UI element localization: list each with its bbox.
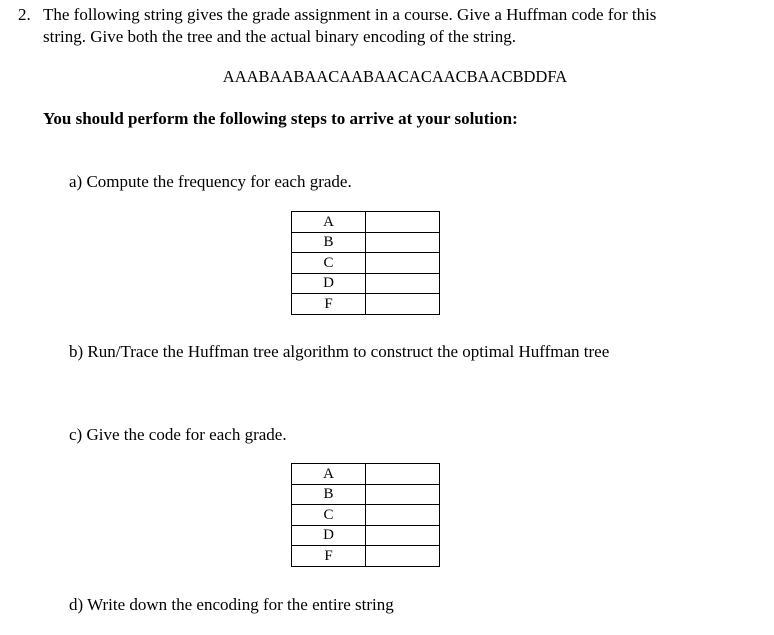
frequency-value-cell[interactable] (366, 253, 440, 274)
grade-cell: B (292, 232, 366, 253)
grade-cell: F (292, 546, 366, 567)
frequency-value-cell[interactable] (366, 212, 440, 233)
frequency-value-cell[interactable] (366, 232, 440, 253)
code-value-cell[interactable] (366, 546, 440, 567)
grade-cell: D (292, 273, 366, 294)
instructions-heading: You should perform the following steps to arrive at your solution: (43, 109, 518, 128)
step-d-label: d) Write down the encoding for the entire string (69, 595, 394, 614)
grade-string: AAABAABAACAABAACACAACBAACBDDFA (222, 67, 568, 86)
table-row (292, 232, 440, 253)
step-a-label: a) Compute the frequency for each grade. (69, 172, 352, 191)
table-row (292, 273, 440, 294)
step-c-label: c) Give the code for each grade. (69, 425, 287, 444)
table-row (292, 294, 440, 315)
table-row (292, 525, 440, 546)
table-row (292, 212, 440, 233)
code-value-cell[interactable] (366, 505, 440, 526)
frequency-value-cell[interactable] (366, 273, 440, 294)
table-row (292, 546, 440, 567)
question-text-line-2: string. Give both the tree and the actual binary encoding of the string. (43, 27, 517, 46)
code-value-cell[interactable] (366, 484, 440, 505)
table-row (292, 253, 440, 274)
code-value-cell[interactable] (366, 525, 440, 546)
question-number: 2. (18, 5, 31, 24)
question-text-line-1: The following string gives the grade assignment in a course. Give a Huffman code for this (43, 5, 657, 24)
table-row (292, 464, 440, 485)
table-row (292, 505, 440, 526)
grade-cell: B (292, 484, 366, 505)
grade-cell: C (292, 253, 366, 274)
frequency-table (291, 211, 440, 315)
table-row (292, 484, 440, 505)
grade-cell: A (292, 464, 366, 485)
grade-cell: C (292, 505, 366, 526)
code-table (291, 463, 440, 567)
grade-cell: D (292, 525, 366, 546)
grade-cell: A (292, 212, 366, 233)
code-value-cell[interactable] (366, 464, 440, 485)
frequency-value-cell[interactable] (366, 294, 440, 315)
step-b-label: b) Run/Trace the Huffman tree algorithm to construct the optimal Huffman tree (69, 342, 610, 361)
grade-cell: F (292, 294, 366, 315)
